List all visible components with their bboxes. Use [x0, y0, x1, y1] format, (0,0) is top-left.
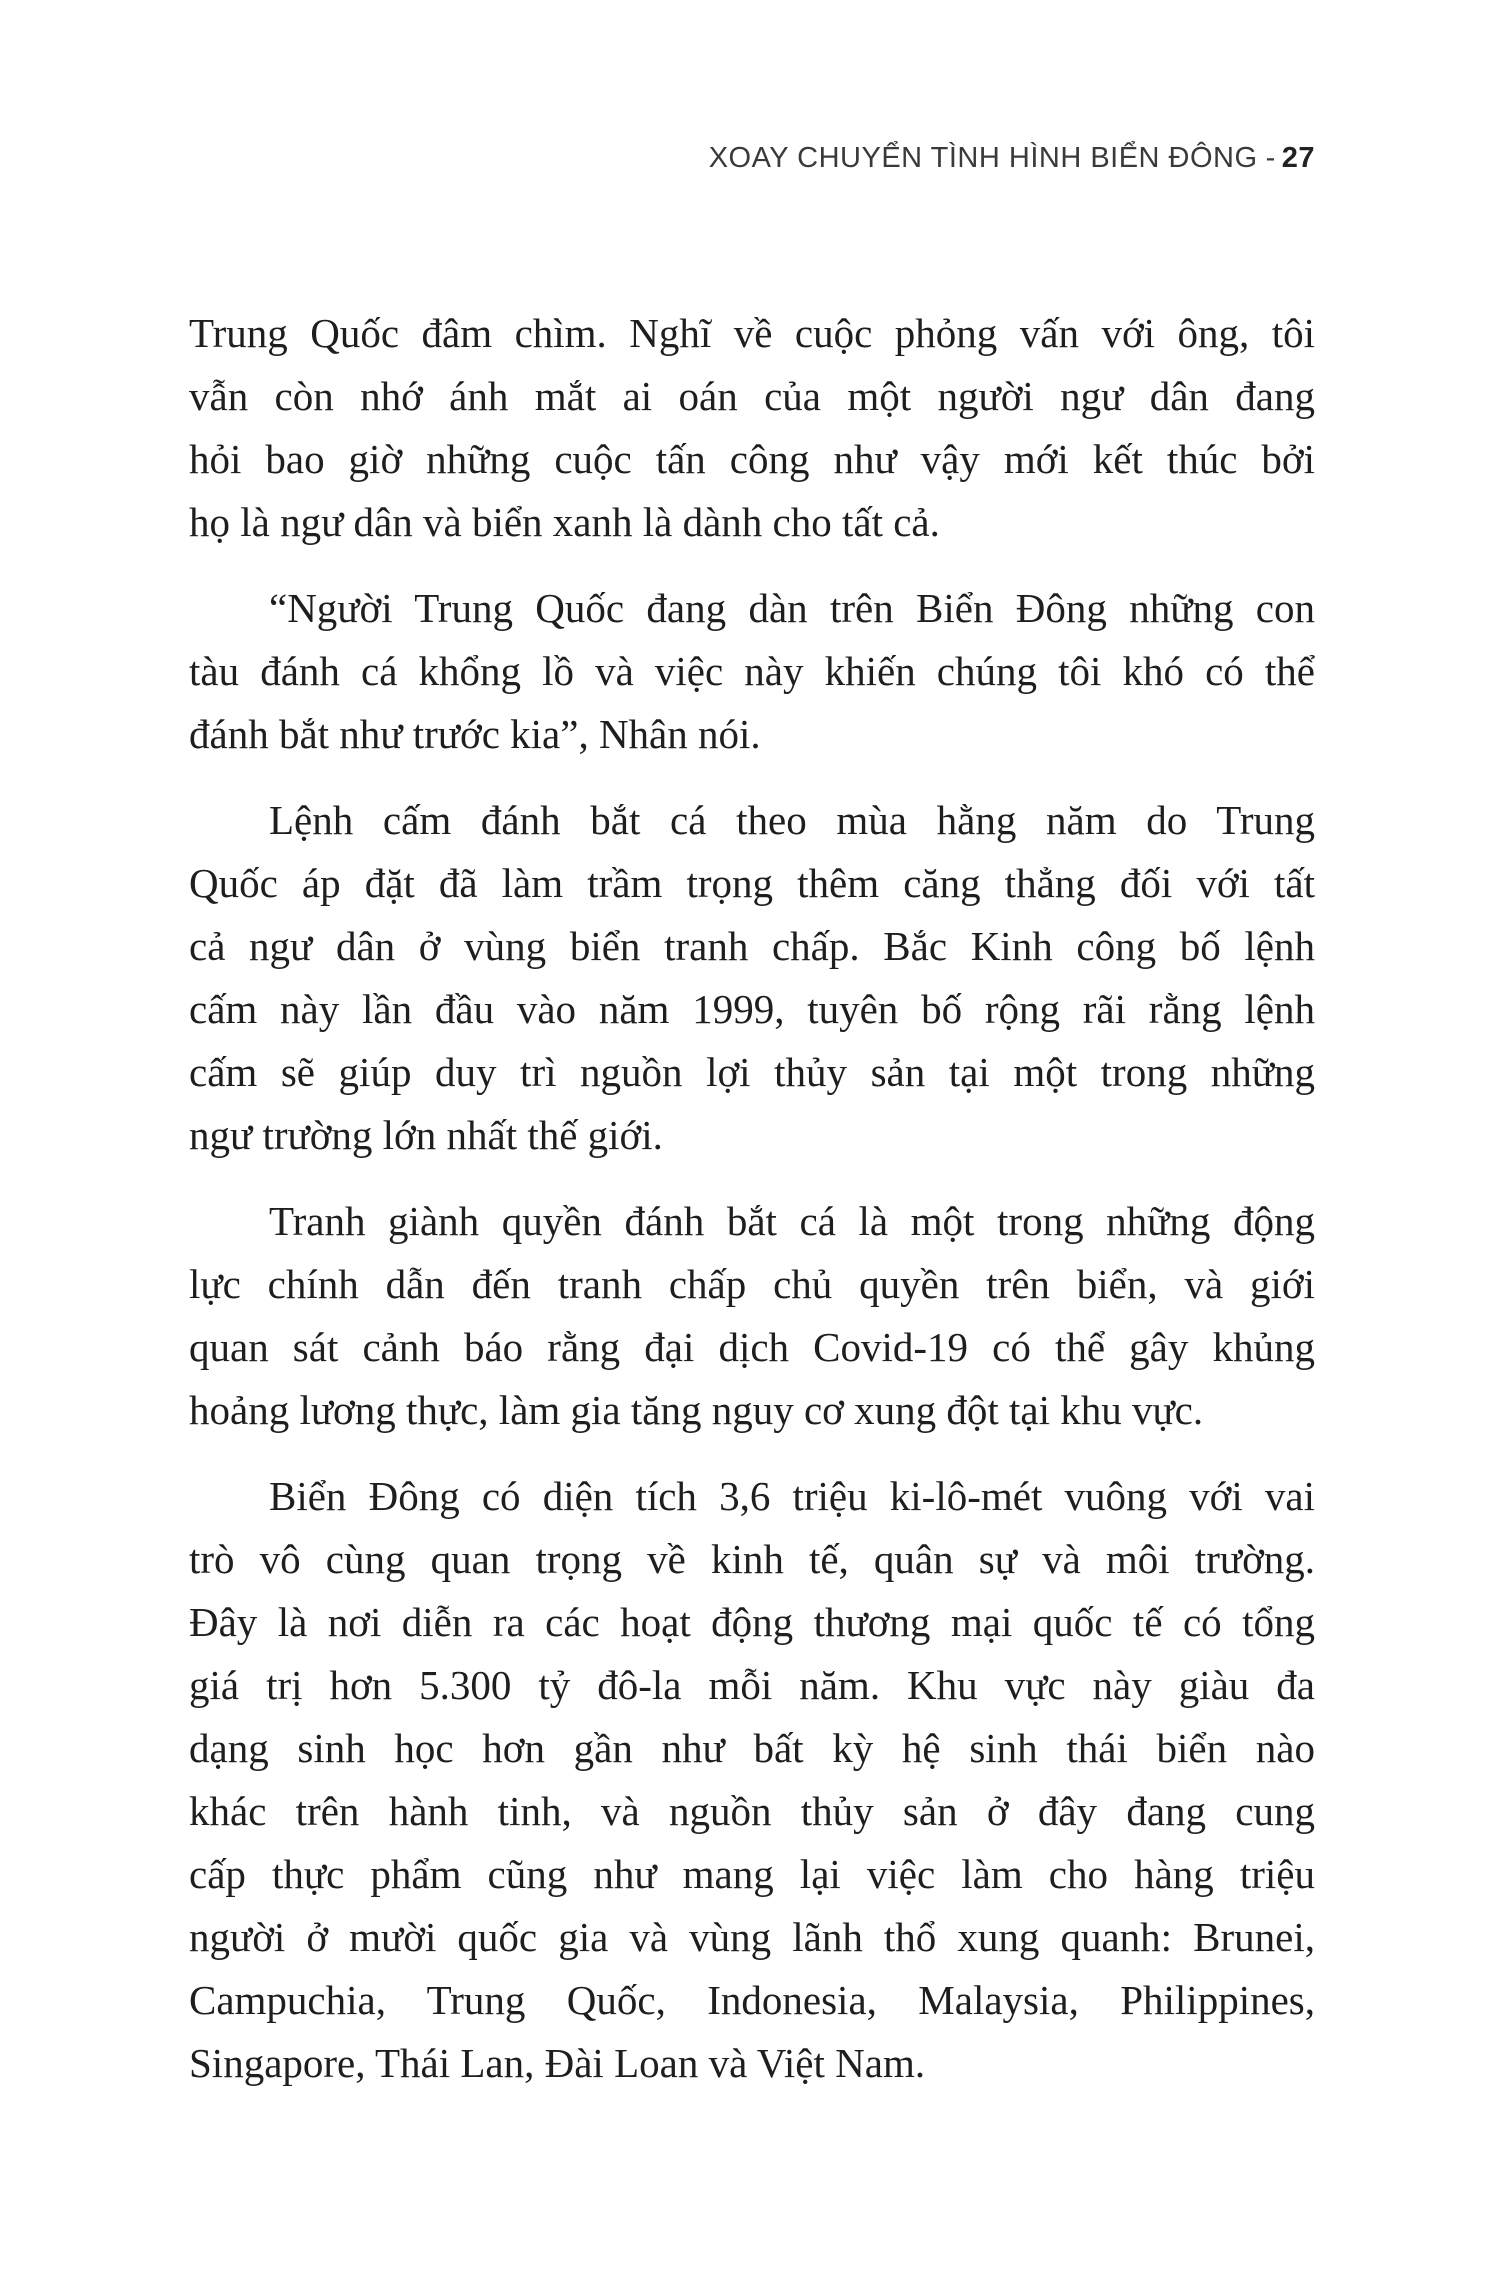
text-line: trò vô cùng quan trọng về kinh tế, quân sự và môi trường.: [189, 1536, 1315, 1582]
text-line: Trung Quốc đâm chìm. Nghĩ về cuộc phỏng vấn với ông, tôi: [189, 310, 1315, 356]
text-line: đánh bắt như trước kia”, Nhân nói.: [189, 711, 761, 757]
running-title: XOAY CHUYỂN TÌNH HÌNH BIỂN ĐÔNG: [708, 142, 1258, 174]
text-line: Tranh giành quyền đánh bắt cá là một trong những động: [269, 1198, 1315, 1244]
paragraph: [189, 577, 1315, 766]
text-line: “Người Trung Quốc đang dàn trên Biển Đông những con: [269, 585, 1315, 631]
text-line: tàu đánh cá khổng lồ và việc này khiến chúng tôi khó có thể: [189, 648, 1315, 694]
text-line: quan sát cảnh báo rằng đại dịch Covid-19 có thể gây khủng: [189, 1324, 1315, 1370]
text-line: Lệnh cấm đánh bắt cá theo mùa hằng năm do Trung: [269, 797, 1315, 843]
text-line: giá trị hơn 5.300 tỷ đô-la mỗi năm. Khu vực này giàu đa: [189, 1662, 1315, 1708]
text-line: dạng sinh học hơn gần như bất kỳ hệ sinh thái biển nào: [189, 1725, 1315, 1771]
text-line: vẫn còn nhớ ánh mắt ai oán của một người ngư dân đang: [189, 373, 1315, 419]
text-line: hỏi bao giờ những cuộc tấn công như vậy mới kết thúc bởi: [189, 436, 1315, 482]
text-line: hoảng lương thực, làm gia tăng nguy cơ xung đột tại khu vực.: [189, 1387, 1204, 1433]
paragraph: [189, 1190, 1315, 1442]
body-text: [189, 302, 1315, 2118]
text-line: cả ngư dân ở vùng biển tranh chấp. Bắc Kinh công bố lệnh: [189, 923, 1315, 969]
text-line: người ở mười quốc gia và vùng lãnh thổ xung quanh: Brunei,: [189, 1914, 1315, 1960]
header-separator: -: [1265, 142, 1276, 174]
page-number: 27: [1281, 142, 1315, 174]
running-header: [709, 142, 1315, 175]
paragraph: [189, 1465, 1315, 2095]
text-line: khác trên hành tinh, và nguồn thủy sản ở đây đang cung: [189, 1788, 1315, 1834]
text-line: họ là ngư dân và biển xanh là dành cho tất cả.: [189, 499, 940, 545]
text-line: Quốc áp đặt đã làm trầm trọng thêm căng thẳng đối với tất: [189, 860, 1315, 906]
text-line: Biển Đông có diện tích 3,6 triệu ki-lô-mét vuông với vai: [269, 1473, 1315, 1519]
paragraph: [189, 789, 1315, 1167]
text-line: lực chính dẫn đến tranh chấp chủ quyền trên biển, và giới: [189, 1261, 1315, 1307]
text-line: Singapore, Thái Lan, Đài Loan và Việt Nam.: [189, 2040, 926, 2086]
text-line: cấm này lần đầu vào năm 1999, tuyên bố rộng rãi rằng lệnh: [189, 986, 1315, 1032]
text-line: Đây là nơi diễn ra các hoạt động thương mại quốc tế có tổng: [189, 1599, 1315, 1645]
text-line: cấm sẽ giúp duy trì nguồn lợi thủy sản tại một trong những: [189, 1049, 1315, 1095]
text-line: ngư trường lớn nhất thế giới.: [189, 1112, 663, 1158]
paragraph: [189, 302, 1315, 554]
text-line: Campuchia, Trung Quốc, Indonesia, Malaysia, Philippines,: [189, 1977, 1315, 2023]
text-line: cấp thực phẩm cũng như mang lại việc làm cho hàng triệu: [189, 1851, 1315, 1897]
